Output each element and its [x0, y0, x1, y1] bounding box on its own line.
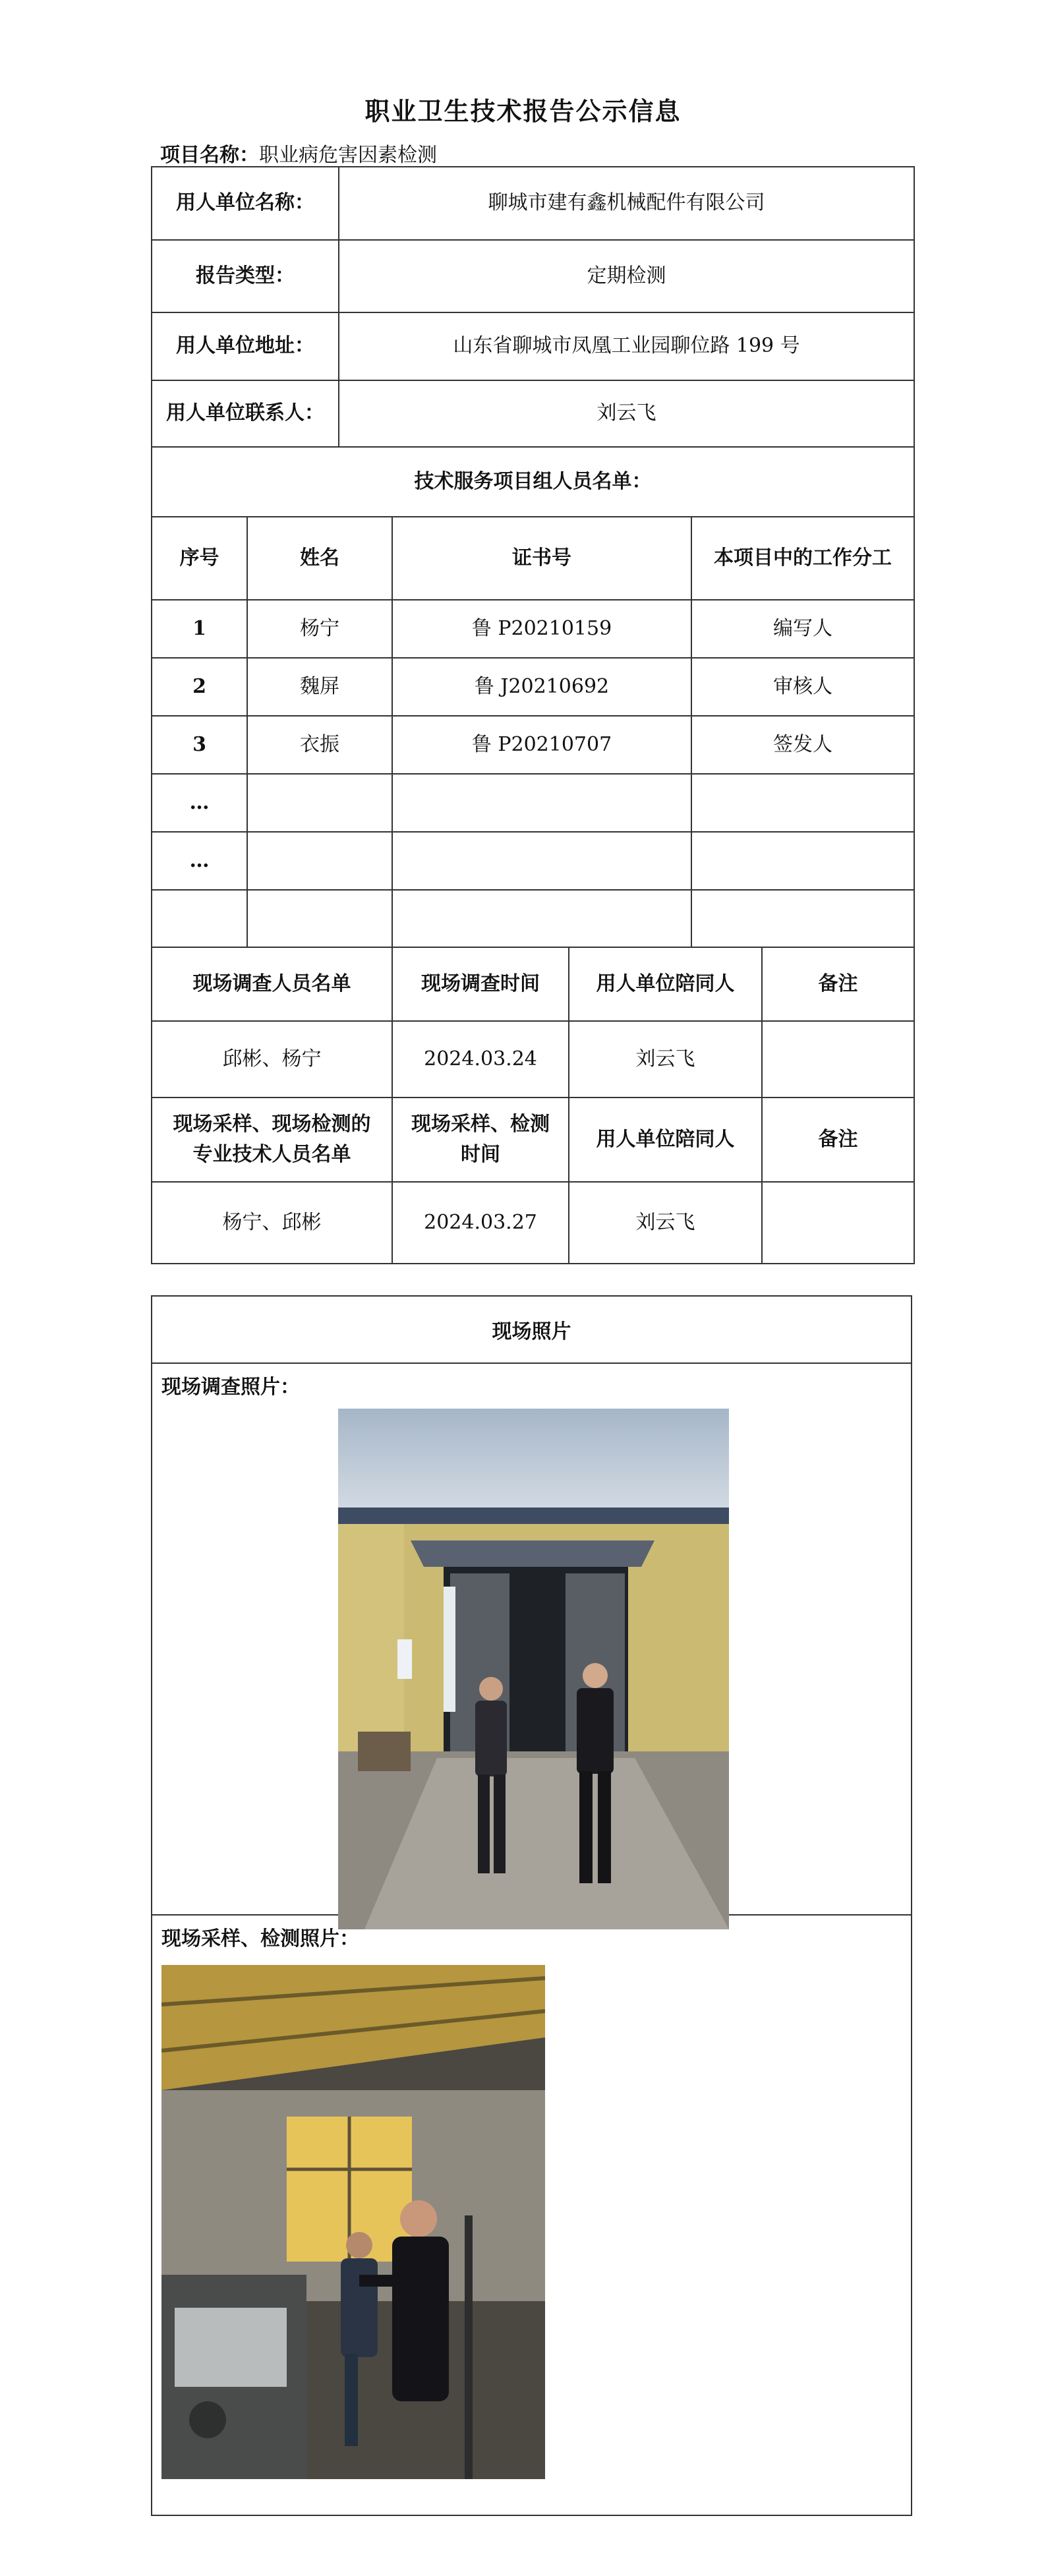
team-cell-cert [392, 774, 691, 832]
team-heading: 技术服务项目组人员名单： [152, 447, 914, 517]
team-cell-name [247, 890, 392, 947]
survey-companion-value: 刘云飞 [569, 1021, 762, 1098]
table-row [152, 716, 914, 774]
sampling-header-staff-line2: 专业技术人员名单 [192, 1143, 351, 1166]
sampling-photo-section [152, 1914, 911, 2517]
survey-photo-label: 现场调查照片： [161, 1376, 300, 1399]
team-cell-role: 签发人 [691, 716, 914, 774]
report-type-label: 报告类型： [152, 240, 339, 312]
sampling-photo [161, 1965, 545, 2479]
table-row [152, 832, 914, 890]
team-cell-cert [392, 890, 691, 947]
team-cell-name [247, 832, 392, 890]
table-row [152, 1182, 914, 1264]
page-title: 职业卫生技术报告公示信息 [364, 96, 682, 126]
team-cell-role [691, 774, 914, 832]
survey-note-value [762, 1021, 914, 1098]
team-cell-role: 编写人 [691, 600, 914, 658]
project-label: 项目名称： [160, 144, 259, 167]
team-cell-name [247, 774, 392, 832]
sampling-header-time-line2: 时间 [461, 1143, 500, 1166]
company-address-label: 用人单位地址： [152, 312, 339, 380]
team-cell-index: 1 [152, 600, 247, 658]
contact-value: 刘云飞 [339, 380, 914, 447]
survey-photo [338, 1409, 729, 1929]
survey-time-value: 2024.03.24 [392, 1021, 569, 1098]
team-cell-name: 衣振 [247, 716, 392, 774]
report-type-value: 定期检测 [339, 240, 914, 312]
team-header-role: 本项目中的工作分工 [691, 517, 914, 600]
team-cell-index: … [152, 832, 247, 890]
sampling-header-staff [152, 1098, 392, 1182]
sampling-header-time-line1: 现场采样、检测 [411, 1112, 550, 1136]
sampling-photo-label: 现场采样、检测照片： [161, 1927, 359, 1950]
table-row [152, 1021, 914, 1098]
sampling-header-staff-line1: 现场采样、现场检测的 [173, 1112, 371, 1136]
survey-photo-illustration [338, 1409, 729, 1929]
team-cell-role [691, 890, 914, 947]
contact-label: 用人单位联系人： [152, 380, 339, 447]
team-table [151, 516, 915, 948]
table-row [152, 600, 914, 658]
team-cell-name: 杨宁 [247, 600, 392, 658]
team-header-index: 序号 [152, 517, 247, 600]
sampling-photo-illustration [161, 1965, 545, 2479]
table-row [152, 658, 914, 716]
team-cell-role [691, 832, 914, 890]
team-cell-cert [392, 832, 691, 890]
team-cell-cert: 鲁 P20210707 [392, 716, 691, 774]
team-cell-index: 3 [152, 716, 247, 774]
team-cell-cert: 鲁 J20210692 [392, 658, 691, 716]
field-work-table [151, 947, 915, 1264]
company-info-table [151, 166, 915, 517]
survey-header-staff: 现场调查人员名单 [152, 947, 392, 1021]
site-photos-section [151, 1295, 912, 2516]
company-address-value: 山东省聊城市凤凰工业园聊位路 199 号 [339, 312, 914, 380]
sampling-companion-value: 刘云飞 [569, 1182, 762, 1264]
survey-header-companion: 用人单位陪同人 [569, 947, 762, 1021]
survey-photo-section [152, 1362, 911, 1916]
site-photos-heading: 现场照片 [152, 1297, 911, 1364]
company-name-label: 用人单位名称： [152, 167, 339, 240]
table-row [152, 890, 914, 947]
team-cell-cert: 鲁 P20210159 [392, 600, 691, 658]
table-row [152, 774, 914, 832]
team-cell-index: … [152, 774, 247, 832]
company-name-value: 聊城市建有鑫机械配件有限公司 [339, 167, 914, 240]
team-cell-index: 2 [152, 658, 247, 716]
survey-staff-value: 邱彬、杨宁 [152, 1021, 392, 1098]
project-value: 职业病危害因素检测 [259, 144, 437, 167]
team-header-cert: 证书号 [392, 517, 691, 600]
survey-header-note: 备注 [762, 947, 914, 1021]
sampling-header-time [392, 1098, 569, 1182]
sampling-time-value: 2024.03.27 [392, 1182, 569, 1264]
team-cell-name: 魏屏 [247, 658, 392, 716]
project-name [160, 138, 437, 167]
sampling-header-companion: 用人单位陪同人 [569, 1098, 762, 1182]
team-cell-index [152, 890, 247, 947]
team-cell-role: 审核人 [691, 658, 914, 716]
team-header-name: 姓名 [247, 517, 392, 600]
sampling-note-value [762, 1182, 914, 1264]
sampling-header-note: 备注 [762, 1098, 914, 1182]
survey-header-time: 现场调查时间 [392, 947, 569, 1021]
sampling-staff-value: 杨宁、邱彬 [152, 1182, 392, 1264]
